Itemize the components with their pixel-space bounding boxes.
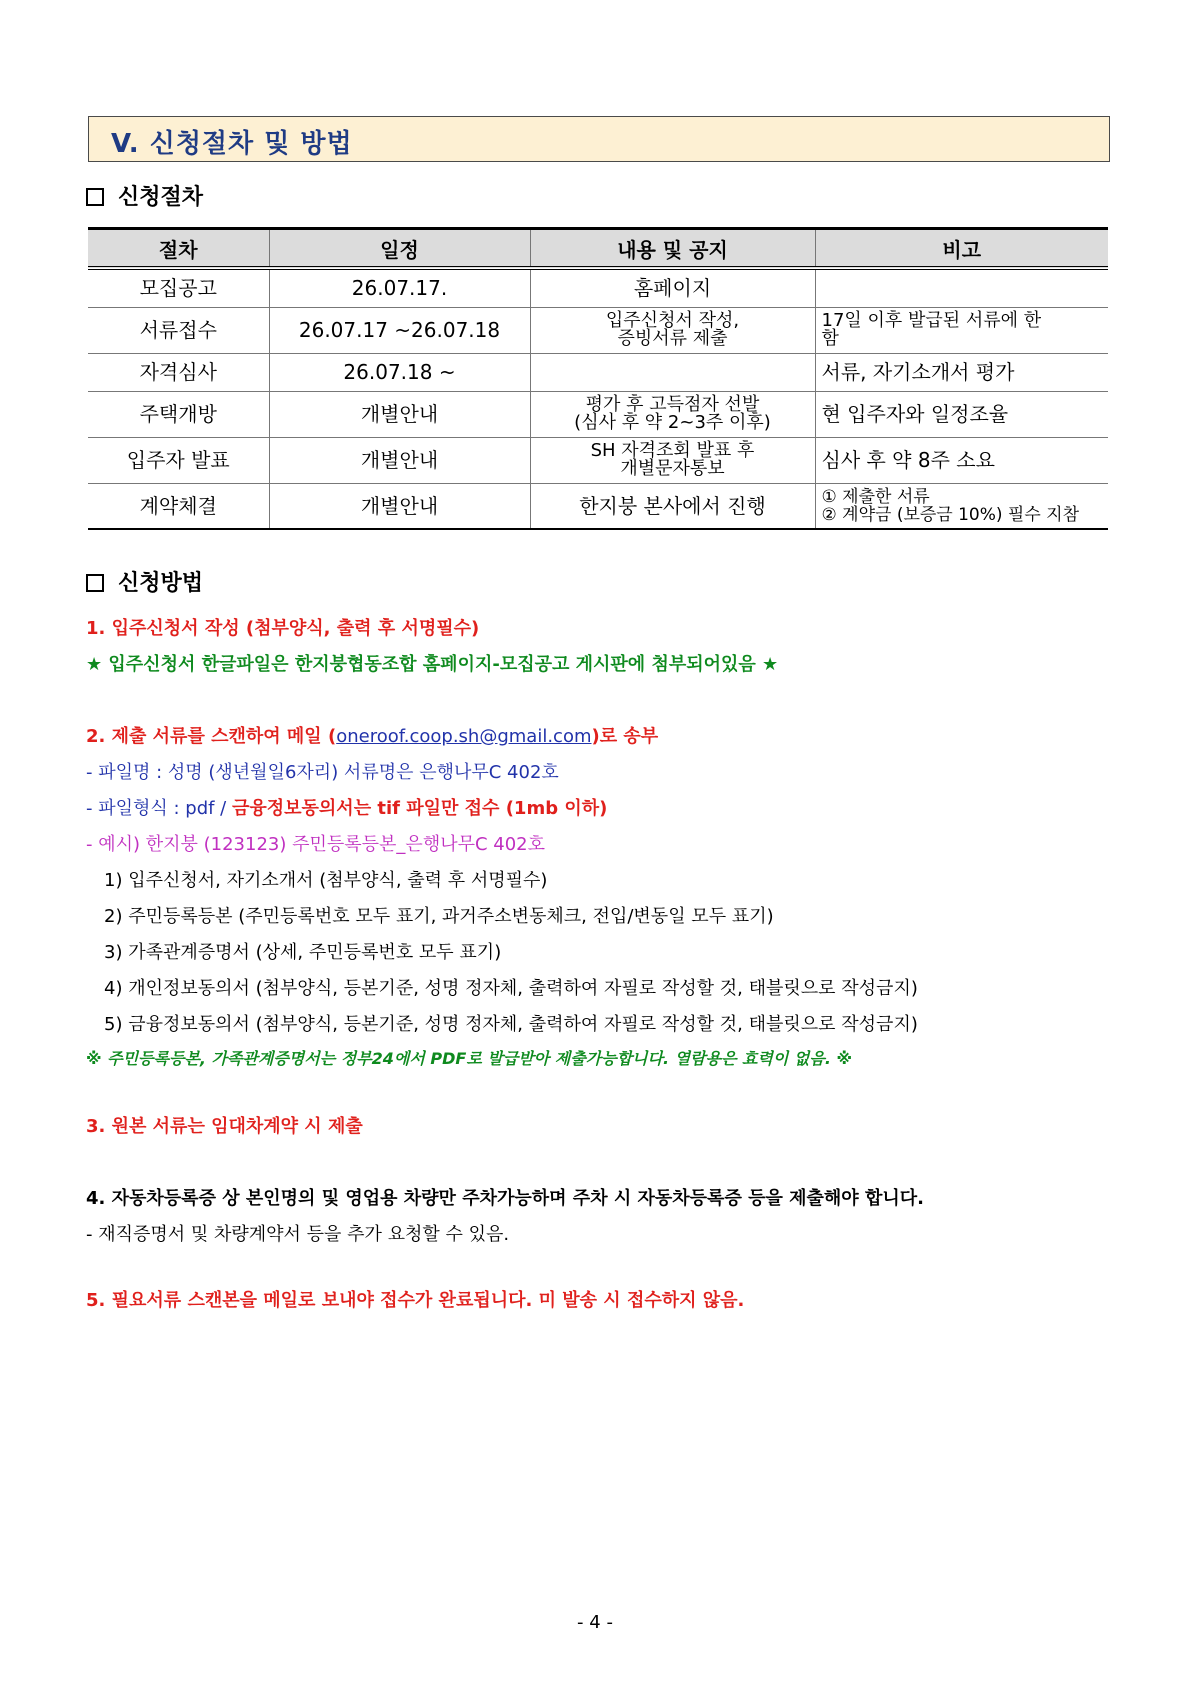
column-header: 일정 bbox=[269, 229, 530, 269]
document-item: 1) 입주신청서, 자기소개서 (첨부양식, 출력 후 서명필수) bbox=[104, 870, 548, 891]
email-link[interactable]: oneroof.coop.sh@gmail.com bbox=[336, 726, 592, 747]
table-cell: 서류접수 bbox=[88, 307, 269, 353]
table-cell: 주택개방 bbox=[88, 391, 269, 437]
template-notice: ★ 입주신청서 한글파일은 한지붕협동조합 홈페이지-모집공고 게시판에 첨부되어있음 ★ bbox=[86, 654, 779, 675]
procedure-heading-text: 신청절차 bbox=[118, 185, 204, 210]
section-title: V. 신청절차 및 방법 bbox=[111, 129, 353, 159]
method-item-5: 5. 필요서류 스캔본을 메일로 보내야 접수가 완료됩니다. 미 발송 시 접수하지 않음. bbox=[86, 1290, 745, 1311]
table-cell: 평가 후 고득점자 선발 (심사 후 약 2~3주 이후) bbox=[530, 391, 815, 437]
table-cell: 개별안내 bbox=[269, 391, 530, 437]
table-cell: 개별안내 bbox=[269, 483, 530, 529]
table-cell bbox=[815, 268, 1108, 307]
table-cell: 입주신청서 작성, 증빙서류 제출 bbox=[530, 307, 815, 353]
document-item: 3) 가족관계증명서 (상세, 주민등록번호 모두 표기) bbox=[104, 942, 502, 963]
method-item-4-sub: - 재직증명서 및 차량계약서 등을 추가 요청할 수 있음. bbox=[86, 1224, 510, 1245]
table-row bbox=[88, 268, 1108, 307]
checkbox-square-icon bbox=[86, 188, 104, 206]
table-row bbox=[88, 391, 1108, 437]
filetype-rule bbox=[86, 794, 607, 820]
table-cell: 입주자 발표 bbox=[88, 437, 269, 483]
table-cell: 모집공고 bbox=[88, 268, 269, 307]
document-note: ※ 주민등록등본, 가족관계증명서는 정부24에서 PDF로 발급받아 제출가능합니다. 열람용은 효력이 없음. ※ bbox=[86, 1049, 853, 1068]
method-item-3: 3. 원본 서류는 임대차계약 시 제출 bbox=[86, 1116, 363, 1137]
checkbox-square-icon bbox=[86, 574, 104, 592]
table-row bbox=[88, 353, 1108, 391]
table-cell bbox=[530, 353, 815, 391]
filename-example: - 예시) 한지붕 (123123) 주민등록등본_은행나무C 402호 bbox=[86, 834, 546, 855]
procedure-table bbox=[88, 227, 1108, 530]
table-cell: 심사 후 약 8주 소요 bbox=[815, 437, 1108, 483]
document-item: 4) 개인정보동의서 (첨부양식, 등본기준, 성명 정자체, 출력하여 자필로 작성할 것, 태블릿으로 작성금지) bbox=[104, 978, 918, 999]
method-item-1: 1. 입주신청서 작성 (첨부양식, 출력 후 서명필수) bbox=[86, 618, 480, 639]
table-cell: ① 제출한 서류 ② 계약금 (보증금 10%) 필수 지참 bbox=[815, 483, 1108, 529]
table-cell: 홈페이지 bbox=[530, 268, 815, 307]
item2-suffix: )로 송부 bbox=[591, 726, 659, 747]
document-item: 5) 금융정보동의서 (첨부양식, 등본기준, 성명 정자체, 출력하여 자필로 작성할 것, 태블릿으로 작성금지) bbox=[104, 1014, 918, 1035]
table-cell: SH 자격조회 발표 후 개별문자통보 bbox=[530, 437, 815, 483]
page-number: - 4 - bbox=[577, 1612, 613, 1633]
document-item: 2) 주민등록등본 (주민등록번호 모두 표기, 과거주소변동체크, 전입/변동일 모두 표기) bbox=[104, 906, 774, 927]
table-cell: 26.07.17 ~26.07.18 bbox=[269, 307, 530, 353]
table-cell: 26.07.18 ~ bbox=[269, 353, 530, 391]
table-row bbox=[88, 307, 1108, 353]
column-header: 내용 및 공지 bbox=[530, 229, 815, 269]
method-item-2 bbox=[86, 722, 658, 748]
procedure-heading bbox=[86, 180, 203, 211]
item2-prefix: 2. 제출 서류를 스캔하여 메일 ( bbox=[86, 726, 337, 747]
filetype-warning: 금융정보동의서는 tif 파일만 접수 (1mb 이하) bbox=[231, 798, 608, 819]
table-cell: 현 입주자와 일정조율 bbox=[815, 391, 1108, 437]
method-heading bbox=[86, 566, 203, 597]
table-cell: 자격심사 bbox=[88, 353, 269, 391]
method-item-4: 4. 자동차등록증 상 본인명의 및 영업용 차량만 주차가능하며 주차 시 자동차등록증 등을 제출해야 합니다. bbox=[86, 1188, 924, 1209]
filetype-prefix: - 파일형식 : pdf / bbox=[86, 798, 232, 819]
table-cell: 서류, 자기소개서 평가 bbox=[815, 353, 1108, 391]
filename-rule: - 파일명 : 성명 (생년월일6자리) 서류명은 은행나무C 402호 bbox=[86, 762, 559, 783]
table-cell: 계약체결 bbox=[88, 483, 269, 529]
table-row bbox=[88, 483, 1108, 529]
column-header: 비고 bbox=[815, 229, 1108, 269]
table-cell: 한지붕 본사에서 진행 bbox=[530, 483, 815, 529]
table-cell: 개별안내 bbox=[269, 437, 530, 483]
method-heading-text: 신청방법 bbox=[118, 571, 204, 596]
table-header-row bbox=[88, 229, 1108, 269]
section-header-box bbox=[88, 116, 1110, 162]
table-row bbox=[88, 437, 1108, 483]
table-cell: 17일 이후 발급된 서류에 한 함 bbox=[815, 307, 1108, 353]
table-cell: 26.07.17. bbox=[269, 268, 530, 307]
column-header: 절차 bbox=[88, 229, 269, 269]
